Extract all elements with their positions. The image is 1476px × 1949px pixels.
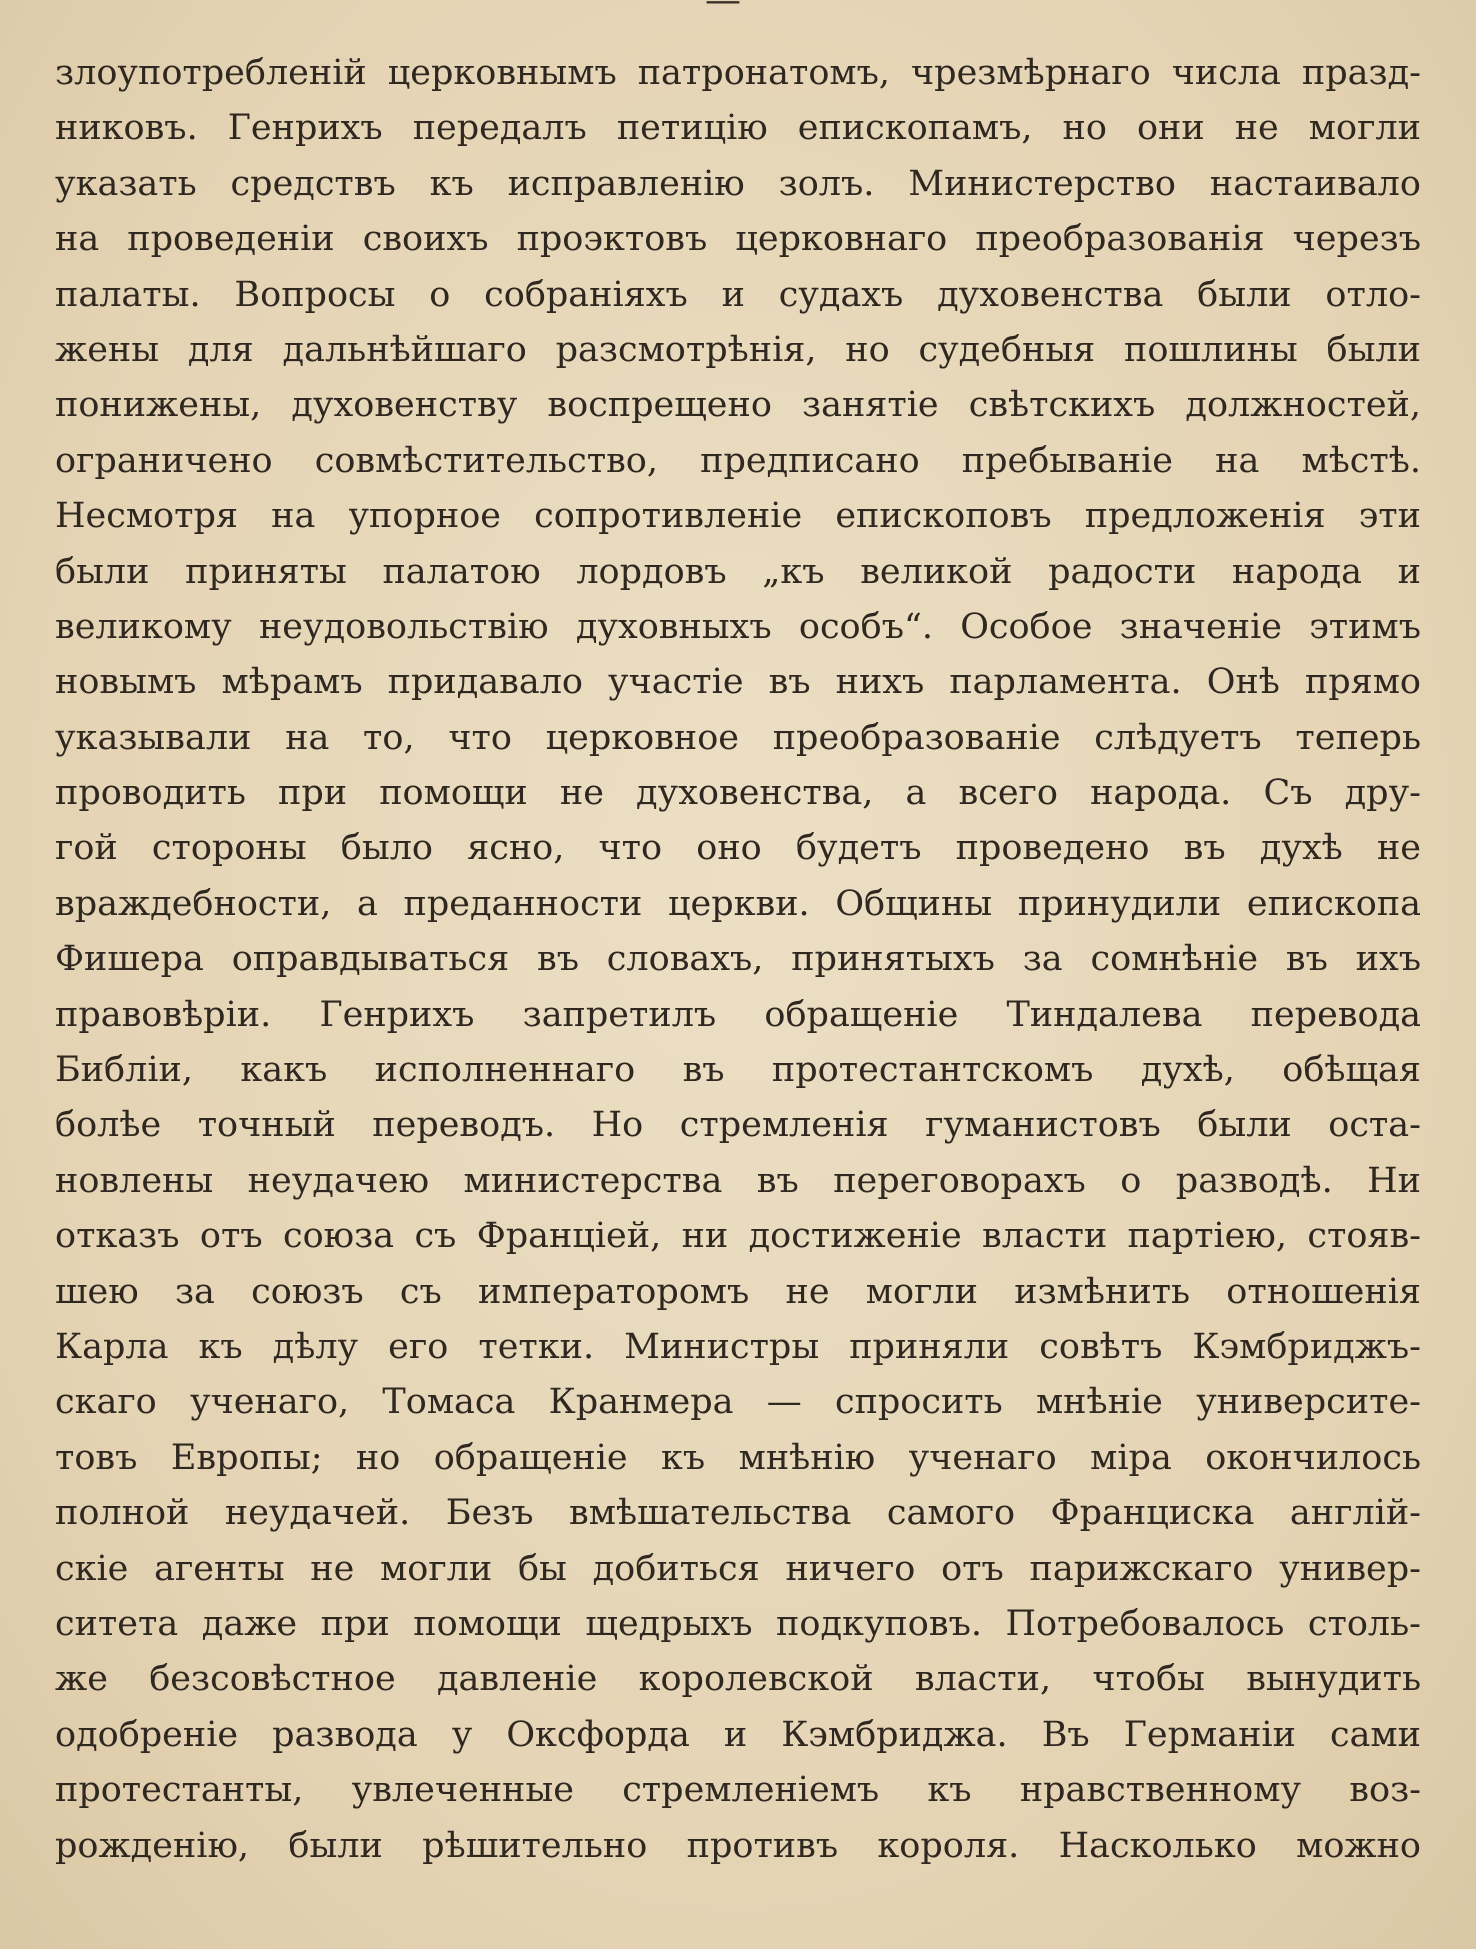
text-line: Библіи, какъ исполненнаго въ протестантскомъ духѣ, обѣщая xyxy=(55,1050,1421,1091)
page-number-fragment: — xyxy=(705,0,741,21)
text-line: полной неудачей. Безъ вмѣшательства самого Франциска англій- xyxy=(55,1493,1421,1534)
text-line: новымъ мѣрамъ придавало участіе въ нихъ парламента. Онѣ прямо xyxy=(55,662,1421,703)
body-text xyxy=(55,46,1421,1874)
text-line: правовѣріи. Генрихъ запретилъ обращеніе Тиндалева перевода xyxy=(55,994,1421,1035)
text-line: шею за союзъ съ императоромъ не могли измѣнить отношенія xyxy=(55,1271,1421,1312)
text-line: гой стороны было ясно, что оно будетъ проведено въ духѣ не xyxy=(55,828,1421,869)
text-line: никовъ. Генрихъ передалъ петицію епископамъ, но они не могли xyxy=(55,108,1421,149)
text-line: проводить при помощи не духовенства, а всего народа. Съ дру- xyxy=(55,773,1421,814)
text-line: рожденію, были рѣшительно противъ короля. Насколько можно xyxy=(55,1825,1421,1866)
text-line: на проведеніи своихъ проэктовъ церковнаго преобразованія черезъ xyxy=(55,219,1421,260)
text-line: жены для дальнѣйшаго разсмотрѣнія, но судебныя пошлины были xyxy=(55,329,1421,370)
text-line: Несмотря на упорное сопротивленіе епископовъ предложенія эти xyxy=(55,496,1421,537)
text-line: же безсовѣстное давленіе королевской власти, чтобы вынудить xyxy=(55,1659,1421,1700)
text-line: были приняты палатою лордовъ „къ великой радости народа и xyxy=(55,551,1421,592)
text-line: Карла къ дѣлу его тетки. Министры приняли совѣтъ Кэмбриджъ- xyxy=(55,1326,1421,1367)
text-line: протестанты, увлеченные стремленіемъ къ нравственному воз- xyxy=(55,1770,1421,1811)
text-line: враждебности, а преданности церкви. Общины принудили епископа xyxy=(55,883,1421,924)
text-line: великому неудовольствію духовныхъ особъ“. Особое значеніе этимъ xyxy=(55,606,1421,647)
text-line: злоупотребленій церковнымъ патронатомъ, чрезмѣрнаго числа празд- xyxy=(55,53,1421,93)
text-line: ограничено совмѣстительство, предписано пребываніе на мѣстѣ. xyxy=(55,440,1421,481)
text-line: указать средствъ къ исправленію золъ. Министерство настаивало xyxy=(55,163,1421,204)
text-line: понижены, духовенству воспрещено занятіе свѣтскихъ должностей, xyxy=(55,385,1421,426)
text-line: скіе агенты не могли бы добиться ничего отъ парижскаго универ- xyxy=(55,1548,1421,1589)
text-line: скаго ученаго, Томаса Кранмера — спросить мнѣніе университе- xyxy=(55,1382,1421,1423)
text-line: новлены неудачею министерства въ переговорахъ о разводѣ. Ни xyxy=(55,1160,1421,1201)
text-line: указывали на то, что церковное преобразованіе слѣдуетъ теперь xyxy=(55,717,1421,758)
text-line: Фишера оправдываться въ словахъ, принятыхъ за сомнѣніе въ ихъ xyxy=(55,939,1421,980)
text-line: палаты. Вопросы о собраніяхъ и судахъ духовенства были отло- xyxy=(55,274,1421,315)
text-line: ситета даже при помощи щедрыхъ подкуповъ. Потребовалось столь- xyxy=(55,1603,1421,1644)
text-line: болѣе точный переводъ. Но стремленія гуманистовъ были оста- xyxy=(55,1105,1421,1146)
text-line: одобреніе развода у Оксфорда и Кэмбриджа. Въ Германіи сами xyxy=(55,1714,1421,1755)
text-line: товъ Европы; но обращеніе къ мнѣнію ученаго міра окончилось xyxy=(55,1437,1421,1478)
text-line: отказъ отъ союза съ Франціей, ни достиженіе власти партіею, стояв- xyxy=(55,1216,1421,1257)
